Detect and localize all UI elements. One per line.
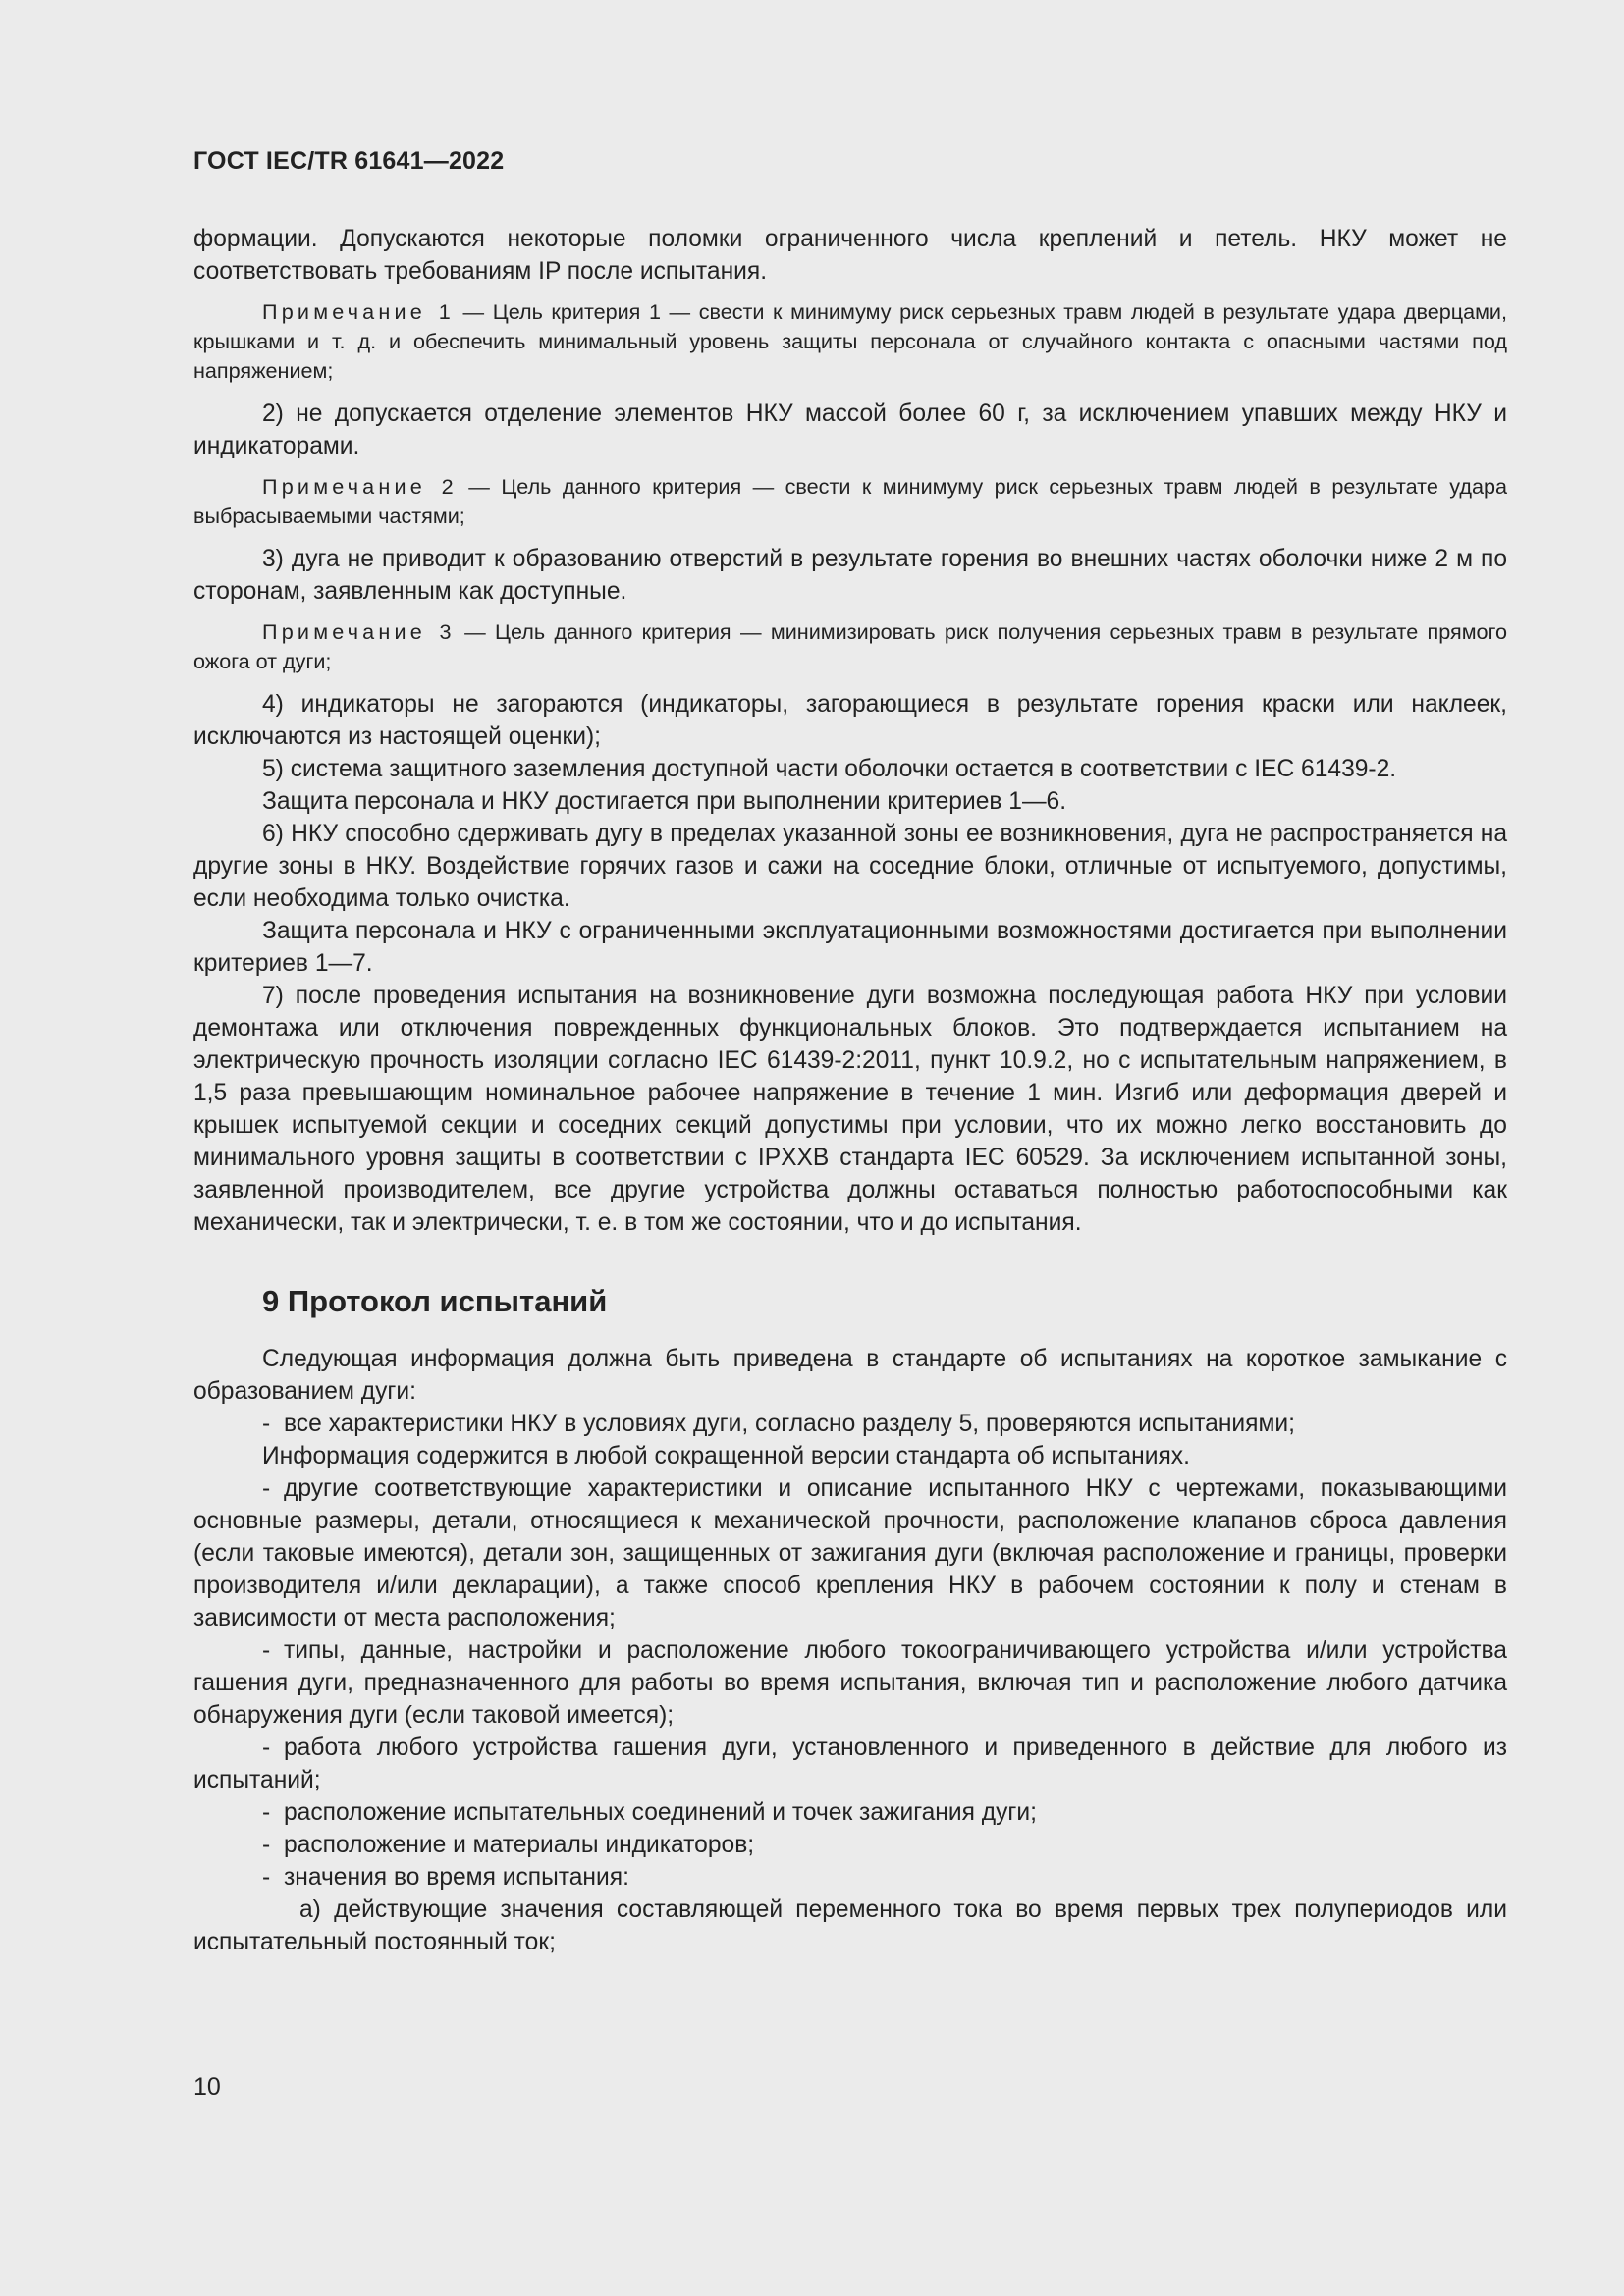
bullet-dash: - xyxy=(262,1735,271,1761)
list-item xyxy=(193,1634,1507,1732)
criterion-2: 2) не допускается отделение элементов НКУ массой более 60 г, за исключением упавших между НКУ и индикаторами. xyxy=(193,400,1507,459)
list-item xyxy=(193,1732,1507,1796)
page-number: 10 xyxy=(193,2073,221,2101)
criterion-6: 6) НКУ способно сдерживать дугу в пределах указанной зоны ее возникновения, дуга не распространяется на другие зоны в НКУ. Воздействие горячих газов и сажи на соседние блоки, отличные от испытуемого, допустимы, если необходима только очистка. xyxy=(193,821,1507,912)
protection-criteria-1-6: Защита персонала и НКУ достигается при выполнении критериев 1—6. xyxy=(262,788,1067,815)
bullet-dash: - xyxy=(262,1799,271,1826)
list-item-text: другие соответствующие характеристики и описание испытанного НКУ с чертежами, показывающими основные размеры, детали, относящиеся к механической прочности, расположение клапанов сброса давления (если таковые имеются), детали зон, защищенных от зажигания дуги (включая расположение и границы, проверки производителя и/или декларации), а также способ крепления НКУ в рабочем состоянии к полу и стенам в зависимости от места расположения; xyxy=(193,1475,1507,1631)
section-9-intro: Следующая информация должна быть приведена в стандарте об испытаниях на короткое замыкание с образованием дуги: xyxy=(193,1346,1507,1405)
bullet-dash: - xyxy=(262,1475,271,1502)
note-2-label: Примечание 2 xyxy=(262,474,458,499)
info-line: Информация содержится в любой сокращенной версии стандарта об испытаниях. xyxy=(262,1443,1190,1469)
list-item-text: типы, данные, настройки и расположение любого токоограничивающего устройства и/или устройства гашения дуги, предназначенного для работы во время испытания, включая тип и расположение любого датчика обнаружения дуги (если таковой имеется); xyxy=(193,1637,1507,1729)
note-2-text: — Цель данного критерия — свести к минимуму риск серьезных травм людей в результате удара выбрасываемыми частями; xyxy=(193,474,1507,528)
section-9-heading: 9 Протокол испытаний xyxy=(262,1284,608,1318)
list-item xyxy=(193,1861,1507,1894)
list-item-text: значения во время испытания: xyxy=(284,1864,629,1891)
bullet-dash: - xyxy=(262,1832,271,1858)
list-item xyxy=(193,1829,1507,1861)
criterion-4: 4) индикаторы не загораются (индикаторы, загорающиеся в результате горения краски или наклеек, исключаются из настоящей оценки); xyxy=(193,691,1507,750)
criterion-3: 3) дуга не приводит к образованию отверстий в результате горения во внешних частях оболочки ниже 2 м по сторонам, заявленным как доступные. xyxy=(193,546,1507,605)
list-item xyxy=(193,1472,1507,1634)
list-item xyxy=(193,1796,1507,1829)
list-item xyxy=(193,1408,1507,1440)
criterion-5: 5) система защитного заземления доступной части оболочки остается в соответствии с IEC 61439-2. xyxy=(262,756,1397,782)
document-body xyxy=(193,223,1507,1958)
list-item-text: расположение и материалы индикаторов; xyxy=(284,1832,755,1858)
protection-criteria-1-7: Защита персонала и НКУ с ограниченными эксплуатационными возможностями достигается при выполнении критериев 1—7. xyxy=(193,918,1507,977)
paragraph-continuation: формации. Допускаются некоторые поломки ограниченного числа креплений и петель. НКУ может не соответствовать требованиям IP после испытания. xyxy=(193,226,1507,285)
bullet-dash: - xyxy=(262,1637,271,1664)
note-3-text: — Цель данного критерия — минимизировать риск получения серьезных травм в результате прямого ожога от дуги; xyxy=(193,619,1507,673)
note-1-label: Примечание 1 xyxy=(262,299,455,324)
bullet-dash: - xyxy=(262,1411,271,1437)
list-item-text: расположение испытательных соединений и точек зажигания дуги; xyxy=(284,1799,1037,1826)
sub-item-a: а) действующие значения составляющей переменного тока во время первых трех полупериодов или испытательный постоянный ток; xyxy=(193,1896,1507,1955)
note-2 xyxy=(193,472,1507,531)
note-3-label: Примечание 3 xyxy=(262,619,456,644)
list-item-text: работа любого устройства гашения дуги, установленного и приведенного в действие для любого из испытаний; xyxy=(193,1735,1507,1793)
note-3 xyxy=(193,617,1507,676)
criterion-7: 7) после проведения испытания на возникновение дуги возможна последующая работа НКУ при условии демонтажа или отключения поврежденных функциональных блоков. Это подтверждается испытанием на электрическую прочность изоляции согласно IEC 61439-2:2011, пункт 10.9.2, но с испытательным напряжением, в 1,5 раза превышающим номинальное рабочее напряжение в течение 1 мин. Изгиб или деформация дверей и крышек испытуемой секции и соседних секций допустимы при условии, что их можно легко восстановить до минимального уровня защиты в соответствии с IPXXB стандарта IEC 60529. За исключением испытанной зоны, заявленной производителем, все другие устройства должны оставаться полностью работоспособными как механически, так и электрически, т. е. в том же состоянии, что и до испытания. xyxy=(193,983,1507,1236)
note-1 xyxy=(193,297,1507,386)
note-1-text: — Цель критерия 1 — свести к минимуму риск серьезных травм людей в результате удара дверцами, крышками и т. д. и обеспечить минимальный уровень защиты персонала от случайного контакта с опасными частями под напряжением; xyxy=(193,299,1507,383)
bullet-dash: - xyxy=(262,1864,271,1891)
document-code-header: ГОСТ IEC/TR 61641—2022 xyxy=(193,147,505,175)
list-item-text: все характеристики НКУ в условиях дуги, согласно разделу 5, проверяются испытаниями; xyxy=(284,1411,1295,1437)
